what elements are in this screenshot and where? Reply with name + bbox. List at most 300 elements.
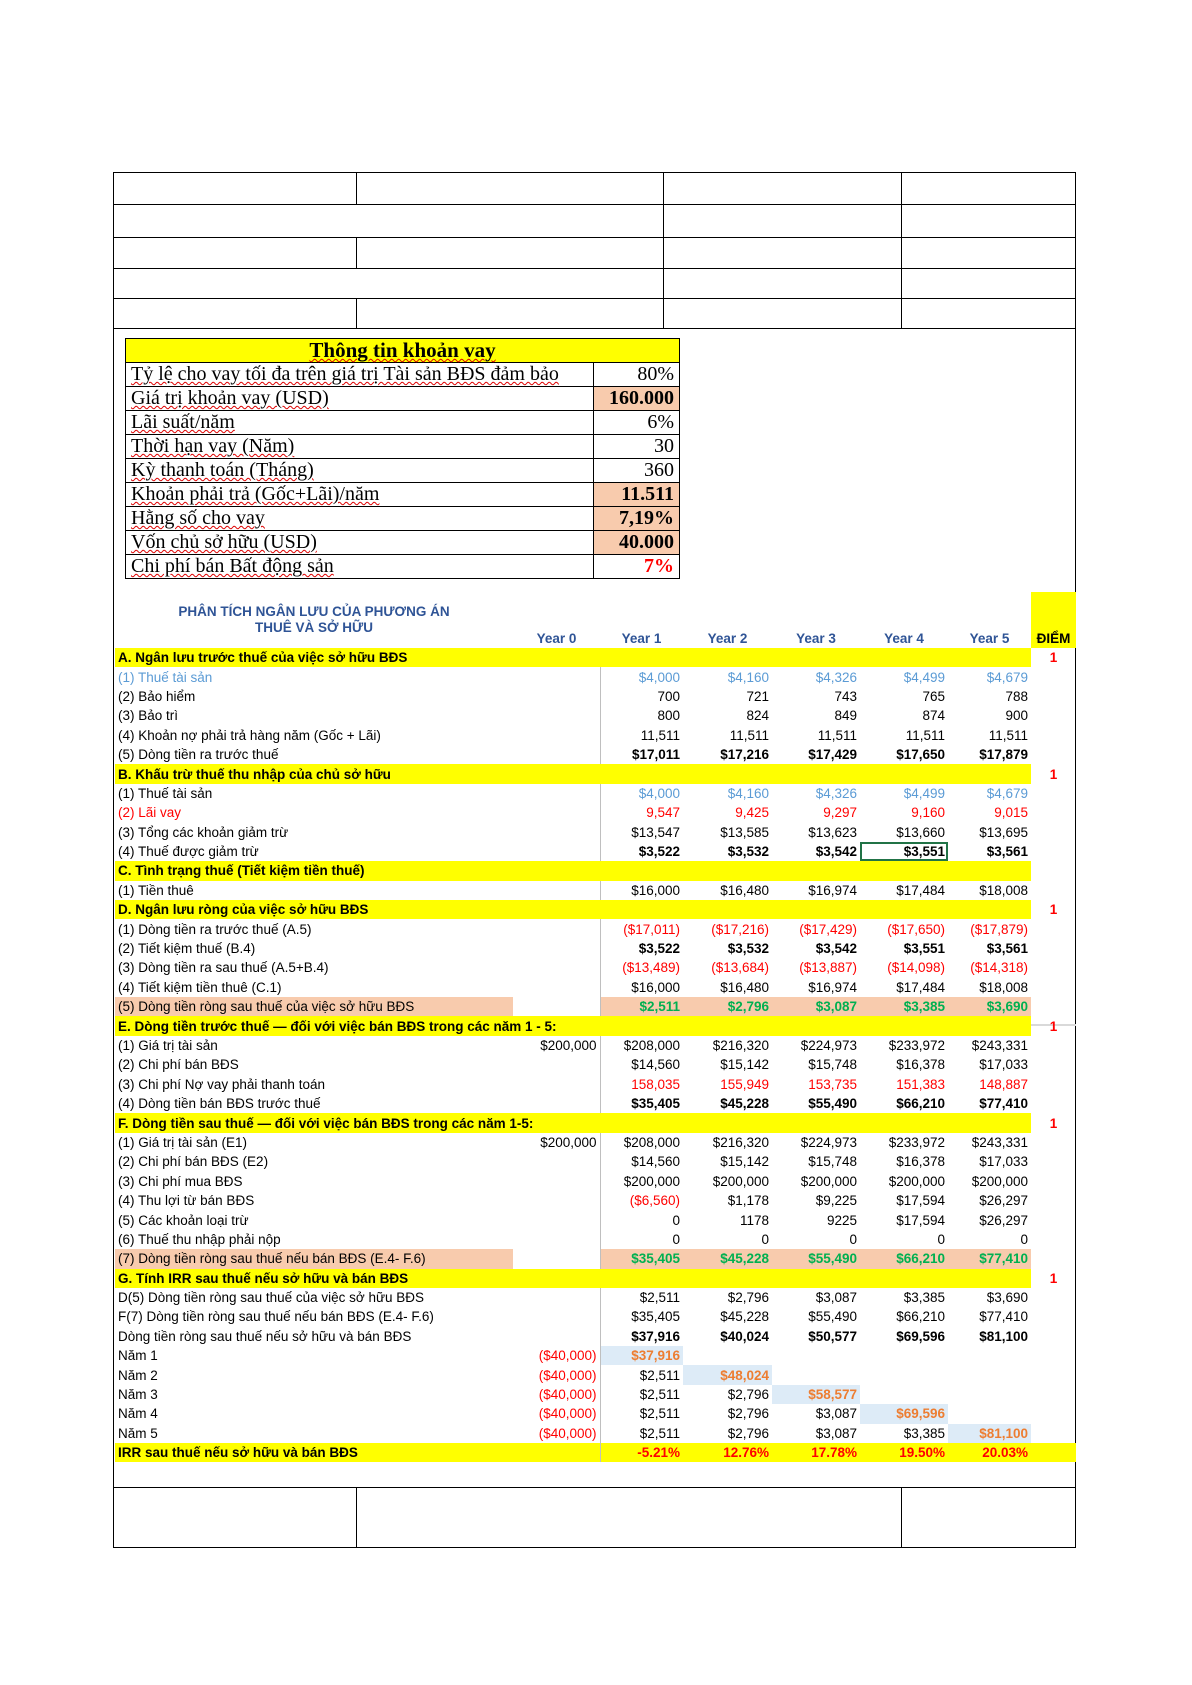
value-cell bbox=[513, 1094, 600, 1113]
score-cell bbox=[1031, 881, 1076, 900]
loan-info-label: Khoản phải trả (Gốc+Lãi)/năm bbox=[126, 483, 594, 507]
row-label: (1) Tiền thuê bbox=[118, 882, 194, 898]
row-label: Năm 5 bbox=[118, 1425, 158, 1441]
row-label: (5) Các khoản loại trừ bbox=[118, 1212, 249, 1228]
value-cell bbox=[513, 1443, 600, 1462]
value-cell: $4,000 bbox=[638, 669, 680, 685]
section-title: D. Ngân lưu ròng của việc sở hữu BĐS bbox=[115, 900, 1031, 919]
value-cell bbox=[513, 706, 600, 725]
value-cell: $200,000 bbox=[712, 1173, 769, 1189]
score-cell: 1 bbox=[1049, 650, 1058, 666]
value-cell bbox=[948, 1365, 1031, 1384]
value-cell: $81,100 bbox=[979, 1328, 1028, 1344]
value-cell: $2,511 bbox=[600, 997, 683, 1016]
row-label: (2) Tiết kiệm thuế (B.4) bbox=[118, 941, 256, 957]
value-cell: $233,972 bbox=[888, 1038, 945, 1053]
value-cell: $58,577 bbox=[772, 1385, 860, 1404]
score-cell: 1 bbox=[1049, 902, 1058, 918]
value-cell bbox=[513, 1327, 600, 1346]
table-row bbox=[115, 745, 1076, 764]
value-cell: 700 bbox=[657, 688, 680, 704]
value-cell: ($17,429) bbox=[799, 921, 857, 937]
value-cell: 12.76% bbox=[683, 1443, 772, 1462]
year-header-3: Year 3 bbox=[796, 631, 836, 646]
value-cell: $17,033 bbox=[979, 1154, 1028, 1170]
score-cell bbox=[1031, 1094, 1076, 1113]
value-cell: $216,320 bbox=[712, 1038, 769, 1053]
value-cell: 19.50% bbox=[860, 1443, 948, 1462]
value-cell bbox=[860, 1346, 948, 1365]
table-row bbox=[115, 1152, 1076, 1171]
table-rule bbox=[113, 298, 1076, 299]
value-cell: $40,024 bbox=[720, 1328, 769, 1344]
value-cell: $17,033 bbox=[979, 1057, 1028, 1073]
row-label: (1) Thuế tài sản bbox=[118, 785, 213, 801]
loan-info-value: 40.000 bbox=[594, 531, 680, 555]
loan-info-value: 30 bbox=[594, 435, 680, 459]
table-row bbox=[115, 1191, 1076, 1210]
value-cell: ($14,318) bbox=[970, 960, 1028, 976]
row-label: (4) Tiết kiệm tiền thuê (C.1) bbox=[118, 979, 282, 995]
value-cell bbox=[513, 687, 600, 706]
value-cell: 1178 bbox=[739, 1212, 769, 1228]
score-cell bbox=[1031, 745, 1076, 764]
row-label: Dòng tiền ròng sau thuế nếu sở hữu và bán BĐS bbox=[118, 1328, 412, 1344]
value-cell: $2,796 bbox=[727, 1406, 769, 1422]
value-cell bbox=[513, 939, 600, 958]
loan-info-value: 11.511 bbox=[594, 483, 680, 507]
score-header: ĐIỂM bbox=[1031, 592, 1076, 648]
value-cell: $200,000 bbox=[513, 1036, 600, 1055]
value-cell bbox=[513, 823, 600, 842]
score-cell: 1 bbox=[1049, 1270, 1058, 1286]
table-row bbox=[115, 1094, 1076, 1113]
table-row bbox=[115, 726, 1076, 745]
value-cell: $81,100 bbox=[948, 1424, 1031, 1443]
value-cell: ($40,000) bbox=[513, 1424, 600, 1443]
value-cell: ($13,887) bbox=[799, 960, 857, 976]
value-cell: $66,210 bbox=[896, 1309, 945, 1325]
score-cell bbox=[1031, 1288, 1076, 1307]
value-cell: $16,480 bbox=[720, 882, 769, 898]
value-cell: 11,511 bbox=[988, 727, 1028, 743]
value-cell: 0 bbox=[761, 1231, 769, 1247]
value-cell: ($40,000) bbox=[513, 1346, 600, 1365]
value-cell: $4,326 bbox=[815, 785, 857, 801]
value-cell: $208,000 bbox=[623, 1134, 680, 1150]
value-cell: $16,480 bbox=[720, 979, 769, 995]
value-cell: $200,000 bbox=[971, 1173, 1028, 1189]
value-cell: $17,594 bbox=[896, 1212, 945, 1228]
score-cell bbox=[1031, 1327, 1076, 1346]
score-cell: 1 bbox=[1049, 766, 1058, 782]
value-cell: $3,690 bbox=[948, 997, 1031, 1016]
row-label: Năm 3 bbox=[118, 1387, 158, 1403]
value-cell: $3,551 bbox=[860, 842, 948, 861]
table-rule bbox=[901, 172, 902, 328]
value-cell: $37,916 bbox=[631, 1328, 680, 1344]
value-cell: 9,547 bbox=[646, 805, 680, 821]
value-cell: $3,690 bbox=[986, 1290, 1028, 1306]
score-cell bbox=[1031, 803, 1076, 822]
value-cell: $18,008 bbox=[979, 979, 1028, 995]
score-cell bbox=[1031, 1172, 1076, 1191]
row-label: (3) Chi phí mua BĐS bbox=[118, 1173, 243, 1189]
value-cell: $15,142 bbox=[720, 1154, 769, 1170]
score-cell bbox=[1031, 1249, 1076, 1268]
value-cell: 0 bbox=[849, 1231, 857, 1247]
value-cell: $17,011 bbox=[631, 747, 680, 763]
cashflow-analysis-table bbox=[115, 592, 1076, 1462]
value-cell: $3,087 bbox=[815, 1290, 857, 1306]
value-cell: 800 bbox=[657, 708, 680, 724]
value-cell: 11,511 bbox=[729, 727, 769, 743]
table-row bbox=[115, 667, 1076, 686]
value-cell bbox=[513, 919, 600, 938]
value-cell bbox=[513, 803, 600, 822]
value-cell: $16,974 bbox=[808, 979, 857, 995]
loan-info-table bbox=[125, 338, 680, 579]
loan-info-label: Giá trị khoản vay (USD) bbox=[126, 387, 594, 411]
value-cell: ($13,684) bbox=[711, 960, 769, 976]
value-cell: $3,087 bbox=[815, 1425, 857, 1441]
value-cell: $3,385 bbox=[903, 1290, 945, 1306]
value-cell: $224,973 bbox=[800, 1038, 857, 1053]
loan-info-label: Hằng số cho vay bbox=[126, 507, 594, 531]
value-cell bbox=[513, 1288, 600, 1307]
value-cell: $3,522 bbox=[638, 941, 680, 957]
table-row bbox=[115, 1424, 1076, 1443]
row-label: (3) Tổng các khoản giảm trừ bbox=[118, 824, 289, 840]
value-cell: $13,660 bbox=[896, 824, 945, 840]
score-cell: 1 bbox=[1049, 1018, 1058, 1034]
score-cell bbox=[1031, 1404, 1076, 1423]
value-cell: $2,511 bbox=[639, 1367, 680, 1383]
value-cell: $77,410 bbox=[948, 1249, 1031, 1268]
value-cell: $2,796 bbox=[727, 1387, 769, 1403]
table-row bbox=[115, 1036, 1076, 1055]
value-cell: ($17,879) bbox=[970, 921, 1028, 937]
loan-info-row bbox=[126, 531, 680, 555]
table-rule bbox=[113, 328, 1076, 329]
table-row bbox=[115, 997, 1076, 1016]
value-cell: $243,331 bbox=[971, 1134, 1028, 1150]
value-cell bbox=[513, 842, 600, 861]
value-cell: $37,916 bbox=[600, 1346, 683, 1365]
section-header-row bbox=[115, 648, 1076, 667]
table-row bbox=[115, 1365, 1076, 1384]
value-cell: ($40,000) bbox=[513, 1385, 600, 1404]
row-label: (2) Bảo hiểm bbox=[118, 688, 196, 704]
value-cell: $3,542 bbox=[815, 941, 857, 957]
section-header-row bbox=[115, 1269, 1076, 1288]
value-cell: ($14,098) bbox=[887, 960, 945, 976]
value-cell: $200,000 bbox=[623, 1173, 680, 1189]
value-cell: ($17,650) bbox=[887, 921, 945, 937]
value-cell: $48,024 bbox=[683, 1365, 772, 1384]
value-cell: $14,560 bbox=[631, 1057, 680, 1073]
value-cell: $50,577 bbox=[808, 1328, 857, 1344]
score-cell bbox=[1031, 1443, 1076, 1462]
loan-info-value: 7,19% bbox=[594, 507, 680, 531]
score-cell bbox=[1031, 1346, 1076, 1365]
value-cell: $17,484 bbox=[896, 979, 945, 995]
table-row bbox=[115, 881, 1076, 900]
year-header-2: Year 2 bbox=[707, 631, 748, 646]
value-cell: $3,087 bbox=[815, 1406, 857, 1422]
value-cell: 765 bbox=[922, 688, 945, 704]
value-cell bbox=[948, 1346, 1031, 1365]
value-cell: 900 bbox=[1005, 708, 1028, 724]
value-cell: $4,679 bbox=[986, 669, 1028, 685]
loan-info-row bbox=[126, 507, 680, 531]
row-label: (4) Thu lợi từ bán BĐS bbox=[118, 1193, 255, 1209]
table-row bbox=[115, 784, 1076, 803]
table-row bbox=[115, 687, 1076, 706]
value-cell bbox=[513, 1191, 600, 1210]
loan-info-label: Thời hạn vay (Năm) bbox=[126, 435, 594, 459]
table-row bbox=[115, 1172, 1076, 1191]
loan-info-value: 360 bbox=[594, 459, 680, 483]
row-label: (5) Dòng tiền ròng sau thuế của việc sở hữu BĐS bbox=[115, 997, 513, 1016]
value-cell: ($13,489) bbox=[622, 960, 680, 976]
value-cell: $4,499 bbox=[903, 785, 945, 801]
table-row bbox=[115, 1385, 1076, 1404]
row-label: (2) Chi phí bán BĐS bbox=[118, 1057, 239, 1073]
value-cell: $26,297 bbox=[979, 1212, 1028, 1228]
table-rule bbox=[113, 237, 1076, 238]
loan-info-label: Lãi suất/năm bbox=[126, 411, 594, 435]
value-cell: ($17,011) bbox=[623, 921, 680, 937]
table-rule bbox=[113, 1487, 1076, 1488]
table-row bbox=[115, 1307, 1076, 1326]
value-cell bbox=[513, 1230, 600, 1249]
loan-info-value: 6% bbox=[594, 411, 680, 435]
value-cell bbox=[513, 1210, 600, 1229]
value-cell: $77,410 bbox=[979, 1309, 1028, 1325]
row-label: (4) Khoản nợ phải trả hàng năm (Gốc + Lãi) bbox=[118, 727, 381, 743]
value-cell: $17,484 bbox=[896, 882, 945, 898]
value-cell: $3,561 bbox=[986, 941, 1028, 957]
value-cell: $15,142 bbox=[720, 1057, 769, 1073]
value-cell: 849 bbox=[834, 708, 857, 724]
value-cell: $2,796 bbox=[727, 1425, 769, 1441]
value-cell bbox=[513, 958, 600, 977]
row-label: D(5) Dòng tiền ròng sau thuế của việc sở hữu BĐS bbox=[118, 1290, 425, 1306]
value-cell: $233,972 bbox=[888, 1134, 945, 1150]
row-label: (3) Bảo trì bbox=[118, 708, 179, 724]
table-row bbox=[115, 978, 1076, 997]
score-cell bbox=[1031, 1424, 1076, 1443]
value-cell: $200,000 bbox=[800, 1173, 857, 1189]
value-cell: $2,511 bbox=[639, 1406, 680, 1422]
table-row bbox=[115, 1404, 1076, 1423]
value-cell: $69,596 bbox=[896, 1328, 945, 1344]
value-cell: 0 bbox=[672, 1212, 680, 1228]
value-cell: $3,542 bbox=[815, 844, 857, 860]
value-cell: ($40,000) bbox=[513, 1365, 600, 1384]
value-cell bbox=[513, 997, 600, 1016]
value-cell: $208,000 bbox=[623, 1038, 680, 1053]
score-cell bbox=[1031, 978, 1076, 997]
table-row bbox=[115, 1346, 1076, 1365]
value-cell: 11,511 bbox=[640, 727, 680, 743]
value-cell: $243,331 bbox=[971, 1038, 1028, 1053]
value-cell: $2,511 bbox=[639, 1425, 680, 1441]
value-cell bbox=[683, 1346, 772, 1365]
row-label: (2) Chi phí bán BĐS (E2) bbox=[118, 1154, 269, 1170]
loan-info-value: 7% bbox=[594, 555, 680, 579]
loan-info-label: Kỳ thanh toán (Tháng) bbox=[126, 459, 594, 483]
score-cell bbox=[1031, 667, 1076, 686]
value-cell bbox=[948, 1404, 1031, 1423]
value-cell bbox=[772, 1346, 860, 1365]
score-cell bbox=[1031, 1152, 1076, 1171]
row-label: Năm 2 bbox=[118, 1367, 158, 1383]
score-cell bbox=[1031, 1210, 1076, 1229]
value-cell bbox=[513, 1152, 600, 1171]
value-cell: 151,383 bbox=[896, 1076, 945, 1092]
value-cell bbox=[513, 726, 600, 745]
table-row bbox=[115, 1327, 1076, 1346]
score-cell bbox=[1031, 1307, 1076, 1326]
value-cell: $18,008 bbox=[979, 882, 1028, 898]
value-cell: $17,879 bbox=[979, 747, 1028, 763]
loan-info-row bbox=[126, 363, 680, 387]
value-cell bbox=[513, 1249, 600, 1268]
table-rule bbox=[356, 1487, 357, 1548]
row-label: F(7) Dòng tiền ròng sau thuế nếu bán BĐS (E.4- F.6) bbox=[118, 1309, 434, 1325]
row-label: (1) Thuế tài sản bbox=[118, 669, 213, 685]
table-row bbox=[115, 939, 1076, 958]
sheet-title: PHÂN TÍCH NGÂN LƯU CỦA PHƯƠNG ÁN THUÊ VÀ SỞ HỮU bbox=[178, 604, 450, 635]
value-cell: $224,973 bbox=[800, 1134, 857, 1150]
table-row bbox=[115, 1443, 1076, 1462]
value-cell: $77,410 bbox=[979, 1096, 1028, 1112]
value-cell: 721 bbox=[746, 688, 769, 704]
row-label: (7) Dòng tiền ròng sau thuế nếu bán BĐS (E.4- F.6) bbox=[115, 1249, 513, 1268]
score-cell: 1 bbox=[1049, 1115, 1058, 1131]
value-cell: $15,748 bbox=[808, 1057, 857, 1073]
value-cell: $55,490 bbox=[772, 1249, 860, 1268]
value-cell: $3,551 bbox=[903, 941, 945, 957]
loan-info-row bbox=[126, 483, 680, 507]
value-cell: 20.03% bbox=[948, 1443, 1031, 1462]
table-row bbox=[115, 1288, 1076, 1307]
table-row bbox=[115, 1133, 1076, 1152]
value-cell: 9,015 bbox=[994, 805, 1028, 821]
value-cell: 9,297 bbox=[823, 805, 857, 821]
value-cell: 11,511 bbox=[817, 727, 857, 743]
value-cell: $17,650 bbox=[896, 747, 945, 763]
value-cell: $16,378 bbox=[896, 1057, 945, 1073]
section-header-row bbox=[115, 1113, 1076, 1132]
section-title: C. Tình trạng thuế (Tiết kiệm tiền thuế) bbox=[115, 861, 1031, 880]
score-cell bbox=[1031, 842, 1076, 861]
row-label: (4) Dòng tiền bán BĐS trước thuế bbox=[118, 1096, 321, 1112]
value-cell: $13,585 bbox=[720, 824, 769, 840]
value-cell: 153,735 bbox=[808, 1076, 857, 1092]
value-cell: $13,695 bbox=[979, 824, 1028, 840]
row-label: (6) Thuế thu nhập phải nộp bbox=[118, 1231, 281, 1247]
value-cell: 9,160 bbox=[911, 805, 945, 821]
value-cell: 0 bbox=[937, 1231, 945, 1247]
value-cell: $17,216 bbox=[720, 747, 769, 763]
loan-info-row bbox=[126, 459, 680, 483]
table-row bbox=[115, 958, 1076, 977]
section-title: E. Dòng tiền trước thuế — đối với việc bán BĐS trong các năm 1 - 5: bbox=[115, 1016, 1031, 1035]
section-header-row bbox=[115, 861, 1076, 880]
value-cell: $3,532 bbox=[727, 941, 769, 957]
section-header-row bbox=[115, 764, 1076, 783]
value-cell: $45,228 bbox=[683, 1249, 772, 1268]
section-title: B. Khấu trừ thuế thu nhập của chủ sở hữu bbox=[115, 764, 1031, 783]
value-cell: $200,000 bbox=[888, 1173, 945, 1189]
value-cell: $2,796 bbox=[683, 997, 772, 1016]
value-cell: $3,522 bbox=[638, 844, 680, 860]
value-cell: $2,511 bbox=[639, 1387, 680, 1403]
score-cell bbox=[1031, 1055, 1076, 1074]
loan-info-label: Tỷ lệ cho vay tối đa trên giá trị Tài sản BĐS đảm bảo bbox=[126, 363, 594, 387]
table-rule bbox=[356, 237, 357, 268]
value-cell: $55,490 bbox=[808, 1096, 857, 1112]
value-cell: 788 bbox=[1005, 688, 1028, 704]
value-cell: $2,796 bbox=[727, 1290, 769, 1306]
value-cell: 11,511 bbox=[905, 727, 945, 743]
value-cell: 824 bbox=[746, 708, 769, 724]
year-header-5: Year 5 bbox=[969, 631, 1010, 646]
value-cell: $3,532 bbox=[727, 844, 769, 860]
row-label: (5) Dòng tiền ra trước thuế bbox=[118, 747, 279, 763]
row-label: (1) Giá trị tài sản bbox=[118, 1038, 218, 1053]
row-label: (1) Dòng tiền ra trước thuế (A.5) bbox=[118, 921, 312, 937]
value-cell: $4,160 bbox=[727, 785, 769, 801]
year-header-1: Year 1 bbox=[621, 631, 662, 646]
value-cell bbox=[513, 1307, 600, 1326]
value-cell: $45,228 bbox=[720, 1309, 769, 1325]
value-cell: $3,087 bbox=[772, 997, 860, 1016]
row-label: (2) Lãi vay bbox=[118, 805, 182, 821]
value-cell: ($6,560) bbox=[629, 1193, 680, 1209]
value-cell: $16,378 bbox=[896, 1154, 945, 1170]
loan-info-value: 80% bbox=[594, 363, 680, 387]
value-cell: $4,000 bbox=[638, 785, 680, 801]
value-cell bbox=[772, 1365, 860, 1384]
value-cell: $3,561 bbox=[986, 844, 1028, 860]
score-cell bbox=[1031, 939, 1076, 958]
row-label: Năm 1 bbox=[118, 1348, 158, 1364]
section-title: F. Dòng tiền sau thuế — đối với việc bán BĐS trong các năm 1-5: bbox=[115, 1113, 1031, 1132]
value-cell bbox=[513, 784, 600, 803]
value-cell: $1,178 bbox=[727, 1193, 769, 1209]
value-cell: $13,623 bbox=[808, 824, 857, 840]
value-cell: $216,320 bbox=[712, 1134, 769, 1150]
section-title: G. Tính IRR sau thuế nếu sở hữu và bán BĐS bbox=[115, 1269, 1031, 1288]
table-row bbox=[115, 1230, 1076, 1249]
value-cell: 155,949 bbox=[720, 1076, 769, 1092]
value-cell: $4,326 bbox=[815, 669, 857, 685]
value-cell bbox=[860, 1385, 948, 1404]
value-cell bbox=[513, 745, 600, 764]
score-cell bbox=[1031, 706, 1076, 725]
table-rule bbox=[356, 172, 357, 204]
value-cell: ($40,000) bbox=[513, 1404, 600, 1423]
score-cell bbox=[1031, 1385, 1076, 1404]
value-cell: $4,160 bbox=[727, 669, 769, 685]
loan-info-label: Vốn chủ sở hữu (USD) bbox=[126, 531, 594, 555]
loan-info-row bbox=[126, 387, 680, 411]
row-label: (4) Thuế được giảm trừ bbox=[118, 844, 259, 860]
